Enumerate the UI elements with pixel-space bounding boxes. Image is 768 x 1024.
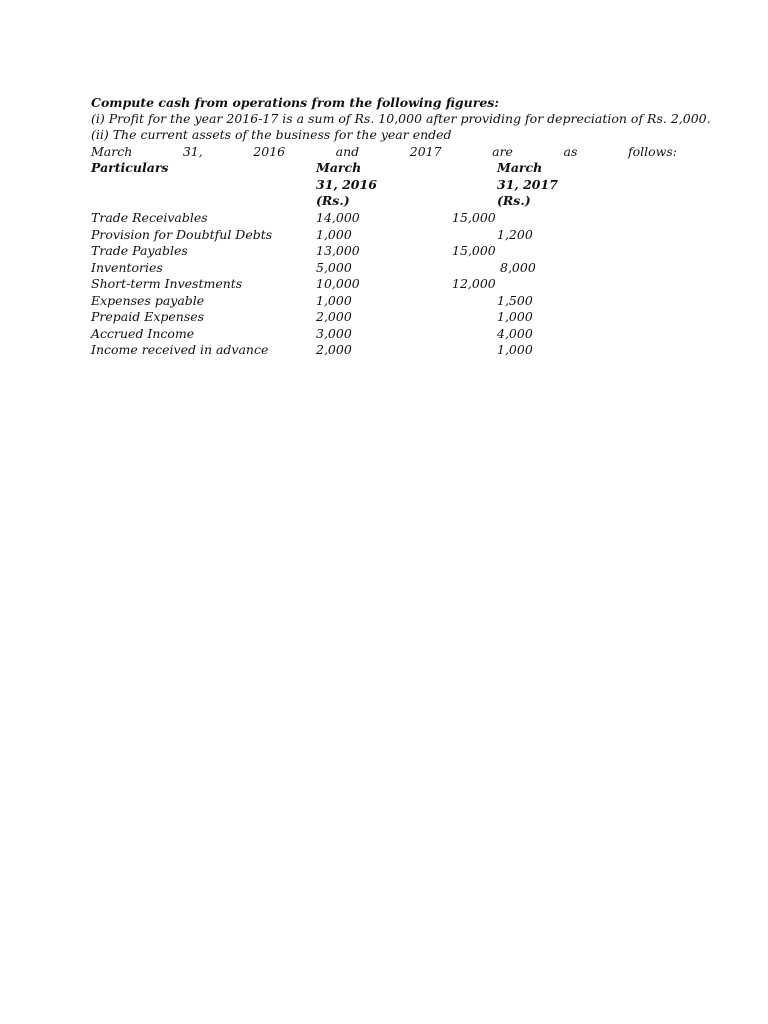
question-line-dates [91, 144, 677, 160]
header-col-2017-line2: 31, 2017 [497, 177, 558, 192]
question-line-profit: (i) Profit for the year 2016-17 is a sum of Rs. 10,000 after providing for depreciation of Rs. 2,000. [91, 111, 711, 126]
row-value-2016: 13,000 [316, 243, 360, 258]
row-label: Expenses payable [91, 293, 205, 308]
row-label: Trade Receivables [91, 210, 208, 225]
header-col-2017-line3: (Rs.) [497, 193, 531, 208]
row-value-2017: 15,000 [452, 210, 496, 225]
row-label: Accrued Income [91, 326, 195, 341]
word: follows: [627, 144, 677, 159]
row-label: Inventories [91, 260, 163, 275]
word: March [91, 144, 133, 159]
row-value-2016: 2,000 [316, 309, 352, 324]
word: are [492, 144, 513, 159]
word: 2017 [409, 144, 442, 159]
row-label: Short-term Investments [91, 276, 243, 291]
row-value-2016: 3,000 [316, 326, 352, 341]
row-value-2017: 1,500 [497, 293, 533, 308]
row-value-2017: 8,000 [500, 260, 536, 275]
row-value-2016: 1,000 [316, 227, 352, 242]
row-value-2016: 10,000 [316, 276, 360, 291]
row-value-2016: 14,000 [316, 210, 360, 225]
row-value-2017: 1,200 [497, 227, 533, 242]
row-value-2016: 5,000 [316, 260, 352, 275]
row-label: Prepaid Expenses [91, 309, 205, 324]
row-value-2016: 1,000 [316, 293, 352, 308]
row-value-2017: 1,000 [497, 309, 533, 324]
question-line-assets: (ii) The current assets of the business for the year ended [91, 127, 452, 142]
row-value-2017: 15,000 [452, 243, 496, 258]
row-label: Provision for Doubtful Debts [91, 227, 273, 242]
row-label: Trade Payables [91, 243, 188, 258]
word: 31, [182, 144, 203, 159]
word: and [335, 144, 360, 159]
header-col-2016-line3: (Rs.) [316, 193, 350, 208]
row-value-2016: 2,000 [316, 342, 352, 357]
row-value-2017: 1,000 [497, 342, 533, 357]
word: 2016 [253, 144, 286, 159]
row-value-2017: 4,000 [497, 326, 533, 341]
word: as [563, 144, 578, 159]
question-heading: Compute cash from operations from the following figures: [91, 95, 499, 110]
header-col-2016-line2: 31, 2016 [316, 177, 377, 192]
row-value-2017: 12,000 [452, 276, 496, 291]
row-label: Income received in advance [91, 342, 269, 357]
header-particulars: Particulars [91, 160, 169, 175]
header-col-2016-line1: March [316, 160, 362, 175]
header-col-2017-line1: March [497, 160, 543, 175]
